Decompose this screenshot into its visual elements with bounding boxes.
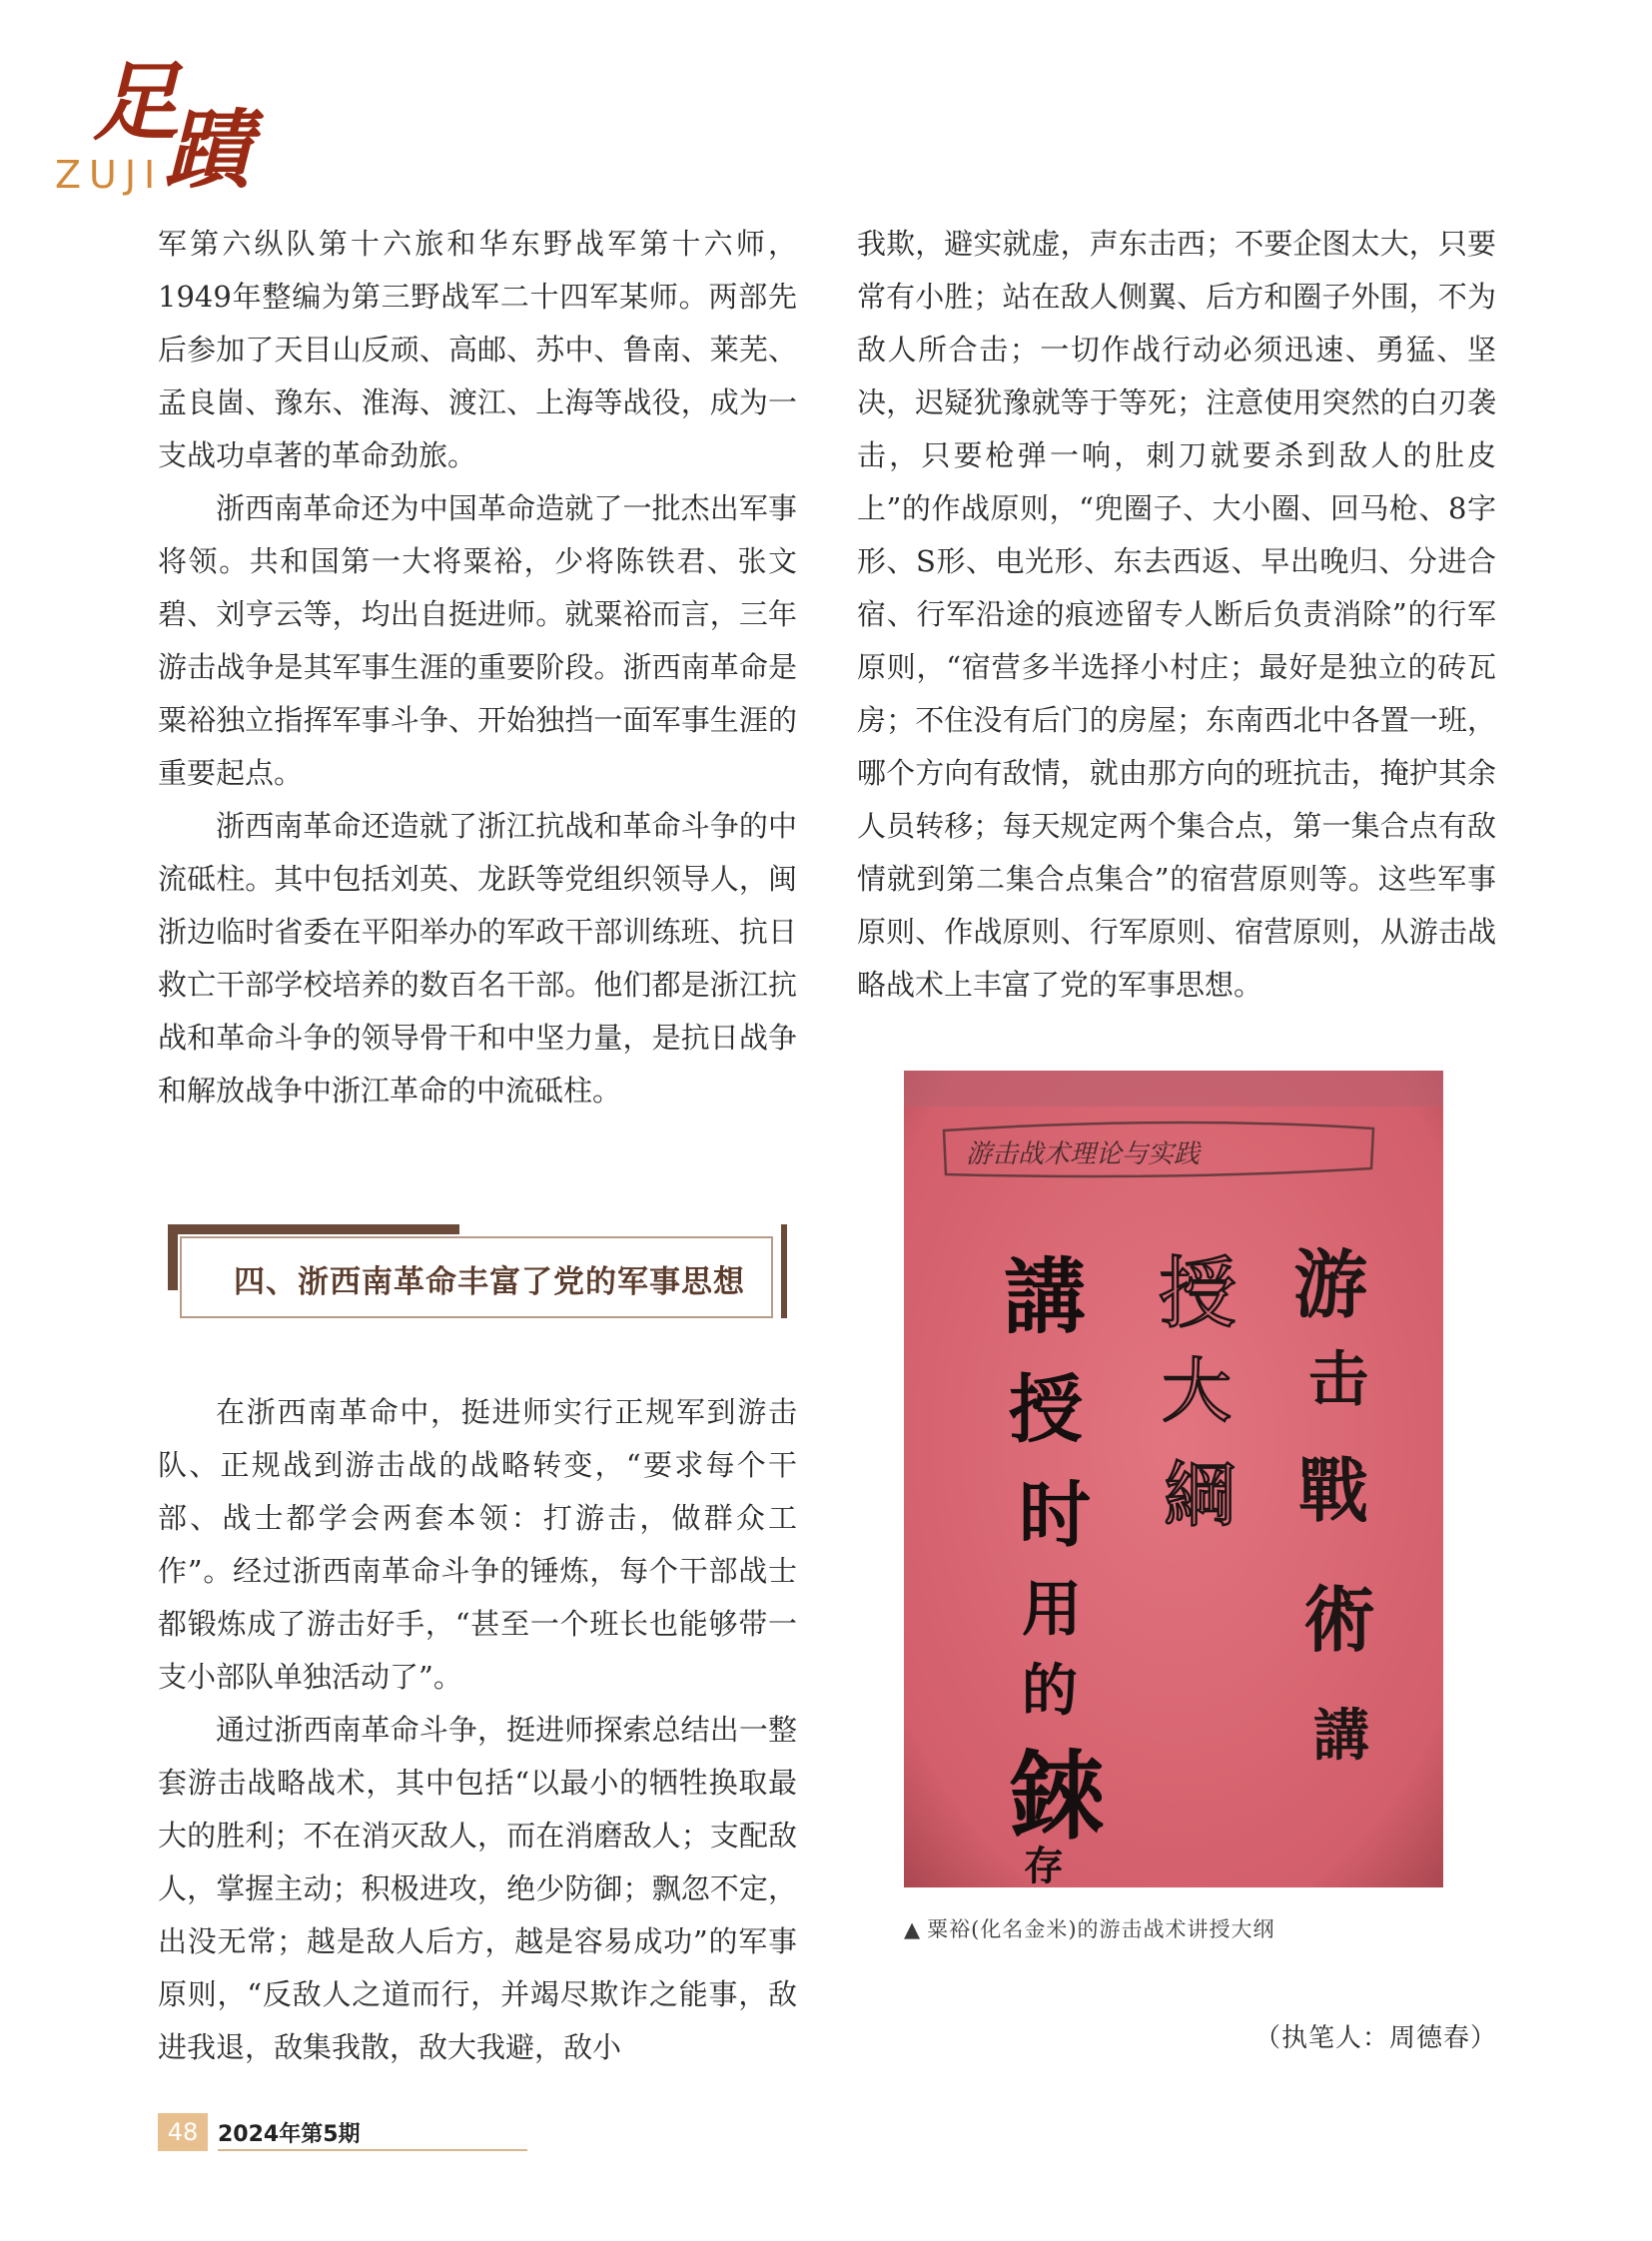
section-heading [168, 1224, 787, 1324]
left-column-bottom [158, 1386, 797, 2074]
issue-label: 2024年第5期 [218, 2122, 361, 2147]
heading-decoration-bar [168, 1224, 459, 1234]
manuscript-glyph: 用 [1022, 1575, 1082, 1645]
caption-text: 粟裕(化名金米)的游击战术讲授大纲 [927, 1917, 1275, 1941]
photo-caption [904, 1913, 1275, 1943]
manuscript-glyph: 大 [1162, 1350, 1232, 1432]
paragraph: 浙西南革命还造就了浙江抗战和革命斗争的中流砥柱。其中包括刘英、龙跃等党组织领导人，闽浙边临时省委在平阳举办的军政干部训练班、抗日救亡干部学校培养的数百名干部。他们都是浙江抗战和革命斗争的领导骨干和中坚力量，是抗日战争和解放战争中浙江革命的中流砥柱。 [158, 809, 797, 1108]
footer-divider [218, 2149, 527, 2151]
page-number: 48 [158, 2113, 208, 2151]
paragraph: 我欺，避实就虚，声东击西；不要企图太大，只要常有小胜；站在敌人侧翼、后方和圈子外围，不为敌人所合击；一切作战行动必须迅速、勇猛、坚决，迟疑犹豫就等于等死；注意使用突然的白刃袭击，只要枪弹一响，刺刀就要杀到敌人的肚皮上”的作战原则，“兜圈子、大小圈、回马枪、8字形、S形、电光形、东去西返、早出晚归、分进合宿、行军沿途的痕迹留专人断后负责消除”的行军原则，“宿营多半选择小村庄；最好是独立的砖瓦房；不住没有后门的房屋；东南西北中各置一班，哪个方向有敌情，就由那方向的班抗击，掩护其余人员转移；每天规定两个集合点，第一集合点有敌情就到第二集合点集合”的宿营原则等。这些军事原则、作战原则、行军原则、宿营原则，从游击战略战术上丰富了党的军事思想。 [857, 227, 1496, 1002]
logo-char-ji: 蹟 [165, 100, 251, 201]
paragraph: 军第六纵队第十六旅和华东野战军第十六师，1949年整编为第三野战军二十四军某师。两部先后参加了天目山反顽、高邮、苏中、鲁南、莱芜、孟良崮、豫东、淮海、渡江、上海等战役，成为一支战功卓著的革命劲旅。 [158, 227, 797, 472]
section-heading-text: 四、浙西南革命丰富了党的军事思想 [234, 1264, 745, 1300]
manuscript-glyph: 綱 [1164, 1453, 1237, 1537]
right-column-top [857, 218, 1496, 1012]
manuscript-glyph: 授 [1159, 1249, 1238, 1339]
manuscript-signature: 存 [1024, 1843, 1064, 1887]
manuscript-glyph: 講 [1004, 1249, 1087, 1345]
triangle-icon: ▲ [904, 1917, 922, 1941]
manuscript-top-line: 游击战术理论与实践 [966, 1139, 1201, 1169]
logo-english: ZUJI [55, 153, 164, 197]
manuscript-glyph: 击 [1308, 1345, 1368, 1415]
magazine-logo [55, 52, 255, 201]
paragraph: 浙西南革命还为中国革命造就了一批杰出军事将领。共和国第一大将粟裕，少将陈铁君、张文碧、刘亨云等，均出自挺进师。就粟裕而言，三年游击战争是其军事生涯的重要阶段。浙西南革命是粟裕独立指挥军事斗争、开始独挡一面军事生涯的重要起点。 [158, 491, 797, 790]
manuscript-glyph: 的 [1022, 1658, 1078, 1724]
author-credit: （执笔人：周德春） [1254, 2023, 1498, 2053]
manuscript-glyph: 游 [1293, 1242, 1367, 1328]
manuscript-glyph: 講 [1313, 1703, 1369, 1769]
manuscript-glyph: 授 [1009, 1367, 1083, 1453]
manuscript-image [904, 1071, 1443, 1887]
left-column-top [158, 218, 797, 1118]
manuscript-signature: 錸 [1009, 1740, 1105, 1853]
manuscript-glyph: 術 [1303, 1577, 1376, 1662]
manuscript-photo [904, 1071, 1443, 1887]
manuscript-glyph: 戰 [1298, 1449, 1368, 1532]
heading-decoration-bar [168, 1224, 178, 1290]
logo-char-zu: 足 [93, 52, 179, 153]
heading-box [180, 1236, 773, 1318]
paragraph: 通过浙西南革命斗争，挺进师探索总结出一整套游击战略战术，其中包括“以最小的牺牲换取最大的胜利；不在消灭敌人，而在消磨敌人；支配敌人，掌握主动；积极进攻，绝少防御；飘忽不定，出没无常；越是敌人后方，越是容易成功”的军事原则，“反敌人之道而行，并竭尽欺诈之能事，敌进我退，敌集我散，敌大我避，敌小 [158, 1713, 797, 2064]
heading-decoration-bar [781, 1224, 787, 1318]
manuscript-glyph: 时 [1019, 1472, 1092, 1557]
paragraph: 在浙西南革命中，挺进师实行正规军到游击队、正规战到游击战的战略转变，“要求每个干部、战士都学会两套本领：打游击，做群众工作”。经过浙西南革命斗争的锤炼，每个干部战士都锻炼成了游击好手，“甚至一个班长也能够带一支小部队单独活动了”。 [158, 1395, 797, 1694]
